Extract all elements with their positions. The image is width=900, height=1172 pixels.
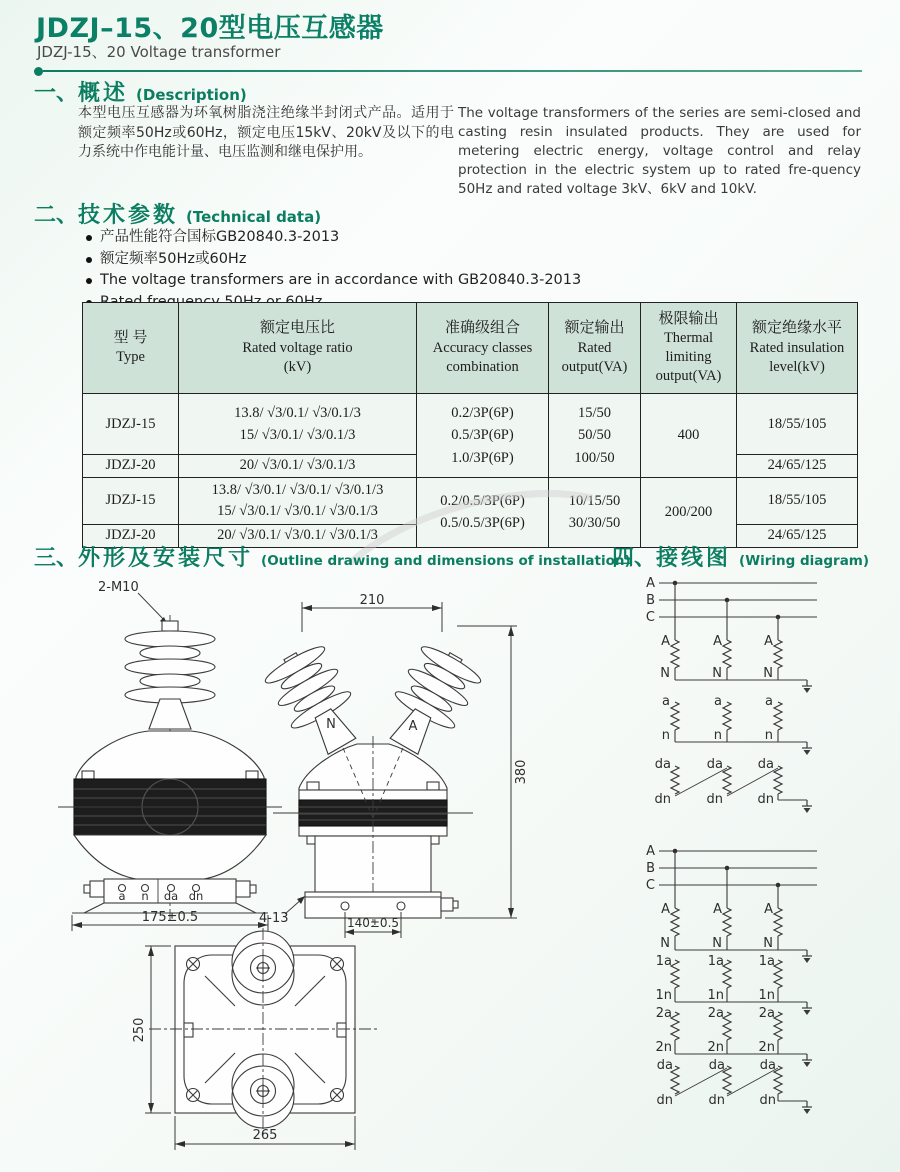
winding-label: dn	[654, 792, 671, 807]
terminal-label: n	[141, 889, 149, 903]
base-plate	[305, 892, 458, 918]
page-subtitle: JDZJ-15、20 Voltage transformer	[37, 43, 281, 61]
dim-label-265: 265	[252, 1128, 278, 1143]
winding-label: 1n	[655, 988, 672, 1003]
winding-label: A	[713, 634, 722, 649]
section4-heading	[612, 541, 869, 572]
bus-label-c: C	[645, 610, 655, 625]
cell-insulation: 24/65/125	[737, 525, 858, 548]
col-header-insulation: 额定绝缘水平 Rated insulation level(kV)	[737, 303, 858, 394]
winding-label: a	[714, 694, 722, 709]
cell-ratio: 13.8/ √3/0.1/ √3/0.1/3 15/ √3/0.1/ √3/0.1/3	[179, 394, 417, 455]
cell-type: JDZJ-20	[83, 525, 179, 548]
cell-ratio: 20/ √3/0.1/ √3/0.1/ √3/0.1/3	[179, 525, 417, 548]
section2-title-en: (Technical data)	[186, 208, 322, 226]
title-divider	[34, 67, 862, 75]
divider-dot-icon	[34, 67, 43, 76]
cell-thermal: 200/200	[641, 478, 737, 548]
winding-label: da	[708, 1058, 725, 1073]
winding-label: dn	[757, 792, 774, 807]
cell-accuracy: 0.2/0.5/3P(6P) 0.5/0.5/3P(6P)	[417, 478, 549, 548]
cell-ratio: 13.8/ √3/0.1/ √3/0.1/ √3/0.1/3 15/ √3/0.1/ √3/0.1/ √3/0.1/3	[179, 478, 417, 525]
aux-windings-open-delta	[657, 1058, 813, 1114]
winding-label: 2n	[707, 1040, 724, 1055]
cell-type: JDZJ-15	[83, 394, 179, 455]
section1-heading	[34, 76, 247, 107]
primary-windings	[660, 634, 812, 693]
bus-label-b: B	[646, 861, 655, 876]
cell-type: JDZJ-15	[83, 478, 179, 525]
winding-label: a	[662, 694, 670, 709]
page-title: JDZJ–15、20型电压互感器	[36, 13, 384, 44]
dim-label-175: 175±0.5	[141, 910, 199, 925]
winding-label: N	[712, 666, 722, 681]
cell-accuracy: 0.2/3P(6P) 0.5/3P(6P) 1.0/3P(6P)	[417, 394, 549, 478]
bullet-item: 额定频率50Hz或60Hz	[86, 251, 581, 269]
winding-label: dn	[708, 1093, 725, 1108]
section1-title-en: (Description)	[136, 86, 247, 104]
col-header-thermal: 极限输出 Thermal limiting output(VA)	[641, 303, 737, 394]
col-header-ratio: 额定电压比 Rated voltage ratio (kV)	[179, 303, 417, 394]
winding-label: 1a	[707, 954, 724, 969]
bus-label-a: A	[646, 576, 655, 591]
winding-label: A	[661, 902, 670, 917]
winding-label: dn	[706, 792, 723, 807]
winding-label: 1a	[758, 954, 775, 969]
winding-label: da	[757, 757, 774, 772]
cell-insulation: 18/55/105	[737, 394, 858, 455]
winding-label: 1n	[707, 988, 724, 1003]
winding-label: N	[660, 666, 670, 681]
winding-label: A	[661, 634, 670, 649]
dim-label-4-13: 4-13	[259, 911, 289, 926]
section3-heading	[34, 541, 631, 572]
terminal-label: a	[118, 889, 126, 903]
cell-insulation: 24/65/125	[737, 455, 858, 478]
cell-output: 15/50 50/50 100/50	[549, 394, 641, 478]
winding-label: 2n	[758, 1040, 775, 1055]
section3-title-zh: 外形及安装尺寸	[78, 546, 254, 571]
outline-front-view-v2	[245, 586, 540, 948]
winding-label: N	[660, 936, 670, 951]
dim-label-250: 250	[132, 1017, 147, 1043]
bullet-item: 产品性能符合国标GB20840.3-2013	[86, 229, 581, 247]
winding-label: da	[654, 757, 671, 772]
col-header-type: 型 号 Type	[83, 303, 179, 394]
primary-windings	[660, 902, 812, 963]
insulator-stack	[125, 621, 215, 729]
terminal-label: dn	[188, 889, 204, 903]
wiring-diagram-2	[633, 838, 895, 1138]
winding-label: 2n	[655, 1040, 672, 1055]
cell-thermal: 400	[641, 394, 737, 478]
bushing-label-a: A	[408, 719, 418, 734]
dim-label-210: 210	[359, 593, 385, 608]
winding-label: 1n	[758, 988, 775, 1003]
thread-label: 2-M10	[98, 580, 139, 595]
table-row	[83, 394, 858, 455]
section1-number: 一、	[34, 81, 79, 106]
section2-number: 二、	[34, 203, 79, 228]
winding-label: da	[706, 757, 723, 772]
winding-label: dn	[656, 1093, 673, 1108]
bushing-label-n: N	[326, 717, 336, 732]
aux-windings-open-delta	[655, 757, 813, 813]
secondary1-windings	[655, 954, 812, 1015]
outline-top-view	[105, 926, 405, 1172]
winding-label: da	[656, 1058, 673, 1073]
cell-output: 10/15/50 30/30/50	[549, 478, 641, 548]
winding-label: 2a	[655, 1006, 672, 1021]
hole-callout	[259, 896, 305, 926]
section4-number: 四、	[612, 546, 657, 571]
section4-title-en: (Wiring diagram)	[739, 553, 870, 569]
winding-label: n	[661, 728, 670, 743]
dim-label-140: 140±0.5	[346, 916, 400, 930]
thread-leader	[98, 580, 168, 626]
winding-label: N	[763, 936, 773, 951]
section4-title-zh: 接线图	[656, 546, 732, 571]
section2-title-zh: 技术参数	[78, 203, 179, 228]
cell-ratio: 20/ √3/0.1/ √3/0.1/3	[179, 455, 417, 478]
cell-type: JDZJ-20	[83, 455, 179, 478]
winding-label: a	[765, 694, 773, 709]
secondary2-windings	[655, 1006, 812, 1067]
winding-label: 2a	[707, 1006, 724, 1021]
bullet-item: The voltage transformers are in accordance with GB20840.3-2013	[86, 272, 581, 290]
section2-heading	[34, 198, 321, 229]
winding-label: N	[763, 666, 773, 681]
bus-label-b: B	[646, 593, 655, 608]
table-header-row	[83, 303, 858, 394]
winding-label: A	[764, 902, 773, 917]
description-paragraph-en: The voltage transformers of the series are semi-closed and casting resin insulated products. They are used for metering electric energy, voltage control and relay protection in the electric system up to rated fre-quency 50Hz and rated voltage 3kV、6kV and 10kV.	[458, 105, 861, 197]
bus-lines	[646, 844, 817, 908]
dim-label-380: 380	[514, 759, 529, 785]
dimension-210	[302, 593, 442, 632]
winding-label: 2a	[758, 1006, 775, 1021]
winding-label: 1a	[655, 954, 672, 969]
divider-line	[43, 70, 862, 72]
bus-lines	[646, 576, 817, 640]
winding-label: n	[713, 728, 722, 743]
col-header-accuracy: 准确级组合 Accuracy classes combination	[417, 303, 549, 394]
section3-title-en: (Outline drawing and dimensions of installation)	[261, 553, 631, 569]
bus-label-c: C	[645, 878, 655, 893]
winding-label: A	[764, 634, 773, 649]
wiring-diagram-1	[633, 570, 895, 820]
dimension-250	[132, 946, 171, 1113]
section3-number: 三、	[34, 546, 79, 571]
winding-label: dn	[759, 1093, 776, 1108]
winding-label: N	[712, 936, 722, 951]
bus-label-a: A	[646, 844, 655, 859]
secondary-windings	[662, 694, 812, 755]
section1-title-zh: 概述	[78, 81, 129, 106]
terminal-label: da	[163, 889, 179, 903]
description-paragraph-zh: 本型电压互感器为环氧树脂浇注绝缘半封闭式产品。适用于额定频率50Hz或60Hz，额定电压15kV、20kV及以下的电力系统中作电能计量、电压监测和继电保护用。	[78, 105, 454, 160]
col-header-output: 额定输出 Rated output(VA)	[549, 303, 641, 394]
winding-label: da	[759, 1058, 776, 1073]
cell-insulation: 18/55/105	[737, 478, 858, 525]
terminal-box	[84, 879, 256, 903]
winding-label: n	[764, 728, 773, 743]
winding-label: A	[713, 902, 722, 917]
